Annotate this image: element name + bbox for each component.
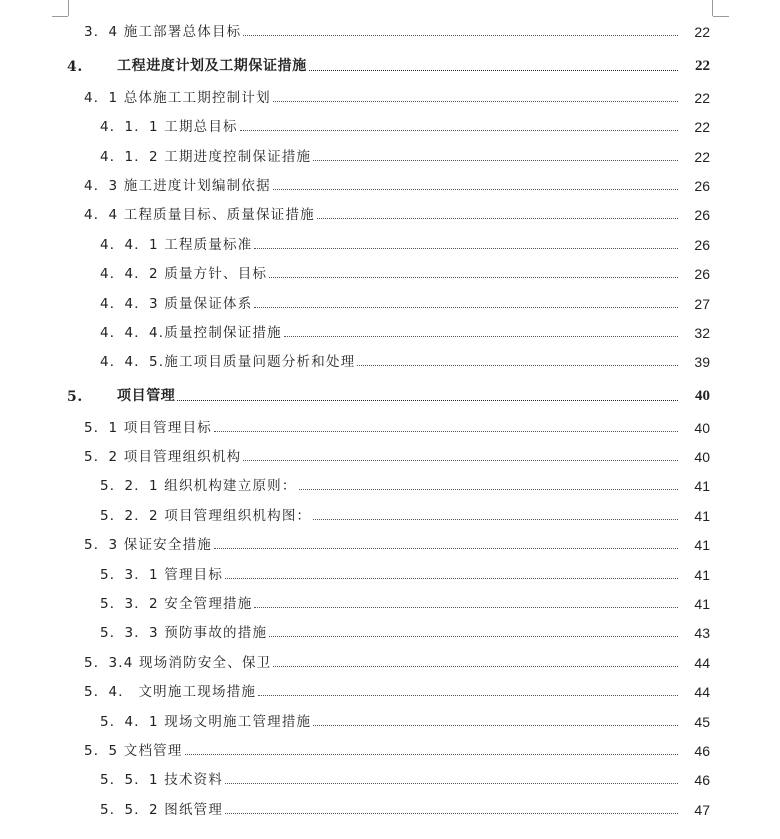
toc-entry-title: 5．3．2 安全管理措施 [100, 596, 253, 613]
toc-dot-leader [269, 277, 678, 278]
toc-dot-leader [273, 101, 678, 102]
toc-dot-leader [357, 365, 678, 366]
toc-entry[interactable] [0, 170, 780, 199]
crop-mark-top-left [68, 0, 69, 16]
toc-entry-title: 5．3.4 现场消防安全、保卫 [84, 654, 272, 671]
toc-page-number: 22 [694, 24, 710, 41]
toc-entry-title: 5．2．2 项目管理组织机构图： [100, 507, 312, 524]
toc-entry-title: 4．1．1 工期总目标 [100, 119, 238, 136]
toc-dot-leader [273, 666, 678, 667]
toc-chapter-entry[interactable] [0, 45, 780, 81]
table-of-contents [0, 16, 780, 823]
toc-entry-title: 工程进度计划及工期保证措施 [117, 58, 307, 75]
toc-dot-leader [299, 489, 678, 490]
toc-page-number: 26 [694, 207, 710, 224]
toc-entry-title: 4．3 施工进度计划编制依据 [84, 177, 271, 194]
toc-dot-leader [240, 130, 678, 131]
toc-entry[interactable] [0, 470, 780, 499]
toc-dot-leader [185, 754, 678, 755]
toc-page-number: 46 [694, 742, 710, 759]
toc-page-number: 44 [694, 654, 710, 671]
toc-entry-title: 5．3 保证安全措施 [84, 537, 212, 554]
toc-entry[interactable] [0, 346, 780, 375]
toc-entry-title: 5．1 项目管理目标 [84, 419, 212, 436]
toc-entry[interactable] [0, 499, 780, 528]
toc-dot-leader [225, 783, 678, 784]
toc-entry[interactable] [0, 558, 780, 587]
toc-entry[interactable] [0, 441, 780, 470]
toc-entry-title: 5．3．1 管理目标 [100, 566, 224, 583]
toc-page-number: 22 [694, 89, 710, 106]
toc-dot-leader [254, 248, 678, 249]
toc-entry-title: 5．5．2 图纸管理 [100, 801, 224, 818]
toc-chapter-entry[interactable] [0, 375, 780, 411]
toc-dot-leader [313, 725, 678, 726]
toc-entry-title: 5．4．1 现场文明施工管理措施 [100, 713, 312, 730]
toc-dot-leader [225, 578, 678, 579]
toc-entry[interactable] [0, 228, 780, 257]
toc-dot-leader [317, 218, 678, 219]
toc-page-number: 46 [694, 772, 710, 789]
toc-entry-title: 4．4．5.施工项目质量问题分析和处理 [100, 354, 356, 371]
toc-dot-leader [225, 813, 678, 814]
toc-dot-leader [214, 548, 678, 549]
toc-entry[interactable] [0, 81, 780, 110]
toc-page-number: 27 [694, 295, 710, 312]
toc-page-number: 41 [694, 478, 710, 495]
toc-page-number: 39 [694, 354, 710, 371]
toc-entry-title: 4．4．2 质量方针、目标 [100, 266, 268, 283]
toc-entry-title: 4．1 总体施工工期控制计划 [84, 89, 271, 106]
toc-entry-title: 5．5 文档管理 [84, 742, 183, 759]
toc-page-number: 26 [694, 177, 710, 194]
toc-entry[interactable] [0, 317, 780, 346]
toc-page-number: 44 [694, 684, 710, 701]
toc-page-number: 22 [695, 58, 710, 75]
toc-page-number: 26 [694, 266, 710, 283]
toc-dot-leader [243, 35, 678, 36]
toc-page-number: 26 [694, 236, 710, 253]
toc-entry[interactable] [0, 646, 780, 675]
toc-dot-leader [258, 695, 678, 696]
toc-entry-title: 5．3．3 预防事故的措施 [100, 625, 268, 642]
toc-chapter-number: 5. [67, 389, 83, 406]
toc-entry-title: 4．4．3 质量保证体系 [100, 295, 253, 312]
toc-page-number: 41 [694, 596, 710, 613]
toc-page-number: 40 [695, 388, 710, 405]
toc-entry[interactable] [0, 287, 780, 316]
toc-dot-leader [284, 336, 678, 337]
toc-entry[interactable] [0, 705, 780, 734]
toc-entry[interactable] [0, 258, 780, 287]
toc-entry[interactable] [0, 16, 780, 45]
crop-mark-top-right [712, 0, 713, 16]
toc-page-number: 43 [694, 625, 710, 642]
toc-entry[interactable] [0, 111, 780, 140]
toc-entry[interactable] [0, 140, 780, 169]
toc-dot-leader [243, 460, 678, 461]
toc-entry[interactable] [0, 735, 780, 764]
toc-dot-leader [269, 636, 678, 637]
toc-dot-leader [313, 519, 678, 520]
toc-page-number: 41 [694, 566, 710, 583]
toc-entry-title: 5．5．1 技术资料 [100, 772, 224, 789]
toc-entry-title: 5．4． 文明施工现场措施 [84, 684, 257, 701]
toc-entry[interactable] [0, 411, 780, 440]
toc-page-number: 41 [694, 537, 710, 554]
toc-entry[interactable] [0, 764, 780, 793]
toc-entry-title: 5．2．1 组织机构建立原则： [100, 478, 297, 495]
toc-entry-title: 项目管理 [117, 388, 176, 405]
toc-entry-title: 4．4．1 工程质量标准 [100, 236, 253, 253]
toc-entry-title: 5．2 项目管理组织机构 [84, 449, 242, 466]
toc-entry[interactable] [0, 588, 780, 617]
toc-dot-leader [177, 400, 678, 401]
toc-entry[interactable] [0, 529, 780, 558]
toc-entry-title: 4．4 工程质量目标、质量保证措施 [84, 207, 315, 224]
toc-dot-leader [214, 431, 678, 432]
toc-dot-leader [254, 307, 678, 308]
toc-page-number: 22 [694, 148, 710, 165]
toc-page-number: 40 [694, 449, 710, 466]
toc-dot-leader [254, 607, 678, 608]
toc-dot-leader [309, 70, 678, 71]
toc-entry-title: 4．1．2 工期进度控制保证措施 [100, 148, 312, 165]
toc-entry[interactable] [0, 676, 780, 705]
toc-entry[interactable] [0, 617, 780, 646]
toc-entry[interactable] [0, 199, 780, 228]
toc-entry-title: 3．4 施工部署总体目标 [84, 24, 242, 41]
toc-page-number: 22 [694, 119, 710, 136]
toc-page-number: 40 [694, 419, 710, 436]
toc-entry[interactable] [0, 793, 780, 822]
toc-page-number: 41 [694, 507, 710, 524]
toc-entry-title: 4．4．4.质量控制保证措施 [100, 324, 282, 341]
toc-page-number: 32 [694, 324, 710, 341]
toc-page-number: 47 [694, 801, 710, 818]
toc-dot-leader [313, 160, 678, 161]
toc-page-number: 45 [694, 713, 710, 730]
toc-dot-leader [273, 189, 678, 190]
toc-chapter-number: 4. [67, 59, 83, 76]
